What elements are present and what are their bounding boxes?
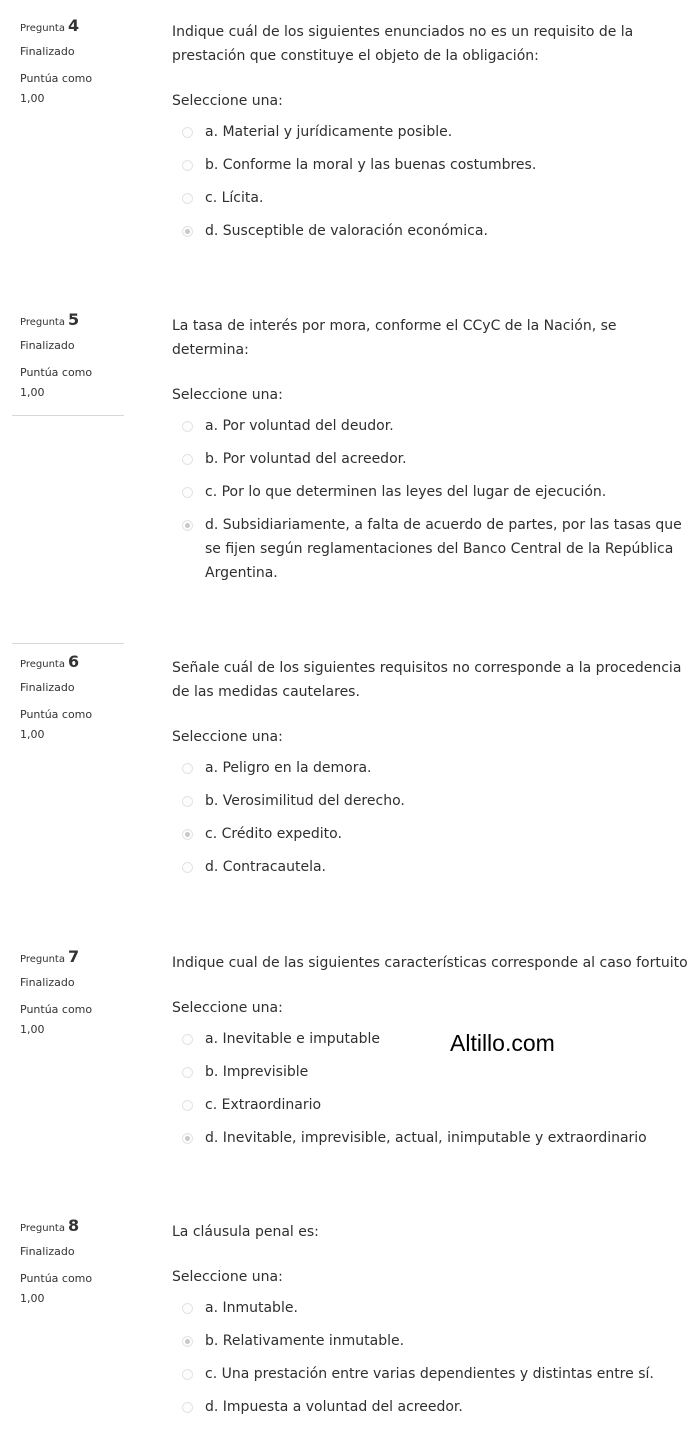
question-content bbox=[172, 951, 700, 1154]
question-info bbox=[20, 18, 130, 109]
question-grade: Puntúa como 1,00 bbox=[20, 366, 93, 399]
answer-option-a[interactable]: a. Inevitable e imputable bbox=[172, 1022, 700, 1055]
question-grade: Puntúa como 1,00 bbox=[20, 1003, 93, 1036]
answer-options bbox=[172, 751, 700, 883]
question-info bbox=[20, 312, 130, 403]
question-grade: Puntúa como 1,00 bbox=[20, 72, 93, 105]
question-text: La cláusula penal es: bbox=[172, 1224, 319, 1240]
answer-option-a[interactable]: a. Peligro en la demora. bbox=[172, 751, 700, 784]
answer-option-d[interactable]: d. Inevitable, imprevisible, actual, inimputable y extraordinario bbox=[172, 1121, 700, 1154]
answer-prompt: Seleccione una: bbox=[172, 93, 283, 109]
radio-button[interactable] bbox=[182, 1402, 193, 1413]
radio-button[interactable] bbox=[182, 1034, 193, 1045]
radio-button[interactable] bbox=[182, 796, 193, 807]
question-text: Indique cuál de los siguientes enunciados no es un requisito de la prestación que constituye el objeto de la obligación: bbox=[172, 24, 634, 64]
radio-button-checked[interactable] bbox=[182, 226, 193, 237]
question-info bbox=[20, 654, 130, 745]
answer-option-d[interactable]: d. Impuesta a voluntad del acreedor. bbox=[172, 1390, 700, 1423]
radio-button[interactable] bbox=[182, 454, 193, 465]
question-number: Pregunta 6 bbox=[20, 652, 80, 671]
question-text: Indique cual de las siguientes características corresponde al caso fortuito bbox=[172, 955, 688, 971]
answer-options bbox=[172, 1022, 700, 1154]
question-grade: Puntúa como 1,00 bbox=[20, 708, 93, 741]
question-text: Señale cuál de los siguientes requisitos no corresponde a la procedencia de las medidas cautelares. bbox=[172, 660, 682, 700]
answer-option-c[interactable]: c. Crédito expedito. bbox=[172, 817, 700, 850]
radio-button-checked[interactable] bbox=[182, 1336, 193, 1347]
radio-button-checked[interactable] bbox=[182, 520, 193, 531]
question-content bbox=[172, 656, 700, 883]
answer-option-d[interactable]: d. Subsidiariamente, a falta de acuerdo de partes, por las tasas que se fijen según reglamentaciones del Banco Central de la República Argentina. bbox=[172, 508, 700, 589]
radio-button-checked[interactable] bbox=[182, 1133, 193, 1144]
radio-button[interactable] bbox=[182, 127, 193, 138]
radio-button-checked[interactable] bbox=[182, 829, 193, 840]
question-state: Finalizado bbox=[20, 976, 75, 989]
question-state: Finalizado bbox=[20, 45, 75, 58]
answer-option-a[interactable]: a. Por voluntad del deudor. bbox=[172, 409, 700, 442]
question-number: Pregunta 5 bbox=[20, 310, 80, 329]
answer-prompt: Seleccione una: bbox=[172, 729, 283, 745]
section-divider bbox=[12, 643, 124, 644]
question-content bbox=[172, 1220, 700, 1423]
answer-option-b[interactable]: b. Relativamente inmutable. bbox=[172, 1324, 700, 1357]
watermark-text: Altillo.com bbox=[450, 1030, 555, 1056]
answer-option-b[interactable]: b. Por voluntad del acreedor. bbox=[172, 442, 700, 475]
question-number: Pregunta 8 bbox=[20, 1216, 80, 1235]
answer-option-c[interactable]: c. Lícita. bbox=[172, 181, 700, 214]
question-content bbox=[172, 314, 700, 589]
radio-button[interactable] bbox=[182, 862, 193, 873]
question-number: Pregunta 4 bbox=[20, 16, 80, 35]
answer-options bbox=[172, 409, 700, 589]
radio-button[interactable] bbox=[182, 763, 193, 774]
info-divider bbox=[12, 415, 124, 416]
radio-button[interactable] bbox=[182, 1303, 193, 1314]
question-text: La tasa de interés por mora, conforme el CCyC de la Nación, se determina: bbox=[172, 318, 617, 358]
answer-option-d[interactable]: d. Contracautela. bbox=[172, 850, 700, 883]
answer-option-b[interactable]: b. Imprevisible bbox=[172, 1055, 700, 1088]
answer-option-b[interactable]: b. Verosimilitud del derecho. bbox=[172, 784, 700, 817]
radio-button[interactable] bbox=[182, 160, 193, 171]
question-info bbox=[20, 949, 130, 1040]
radio-button[interactable] bbox=[182, 1369, 193, 1380]
radio-button[interactable] bbox=[182, 1100, 193, 1111]
answer-option-a[interactable]: a. Inmutable. bbox=[172, 1291, 700, 1324]
answer-prompt: Seleccione una: bbox=[172, 387, 283, 403]
question-state: Finalizado bbox=[20, 681, 75, 694]
question-state: Finalizado bbox=[20, 339, 75, 352]
answer-options bbox=[172, 1291, 700, 1423]
answer-options bbox=[172, 115, 700, 247]
answer-option-c[interactable]: c. Por lo que determinen las leyes del lugar de ejecución. bbox=[172, 475, 700, 508]
question-info bbox=[20, 1218, 130, 1309]
question-number: Pregunta 7 bbox=[20, 947, 80, 966]
answer-prompt: Seleccione una: bbox=[172, 1269, 283, 1285]
radio-button[interactable] bbox=[182, 487, 193, 498]
radio-button[interactable] bbox=[182, 193, 193, 204]
answer-option-d[interactable]: d. Susceptible de valoración económica. bbox=[172, 214, 700, 247]
radio-button[interactable] bbox=[182, 1067, 193, 1078]
question-state: Finalizado bbox=[20, 1245, 75, 1258]
answer-option-c[interactable]: c. Extraordinario bbox=[172, 1088, 700, 1121]
question-grade: Puntúa como 1,00 bbox=[20, 1272, 93, 1305]
answer-option-a[interactable]: a. Material y jurídicamente posible. bbox=[172, 115, 700, 148]
answer-option-c[interactable]: c. Una prestación entre varias dependientes y distintas entre sí. bbox=[172, 1357, 700, 1390]
answer-prompt: Seleccione una: bbox=[172, 1000, 283, 1016]
question-content bbox=[172, 20, 700, 247]
radio-button[interactable] bbox=[182, 421, 193, 432]
answer-option-b[interactable]: b. Conforme la moral y las buenas costumbres. bbox=[172, 148, 700, 181]
